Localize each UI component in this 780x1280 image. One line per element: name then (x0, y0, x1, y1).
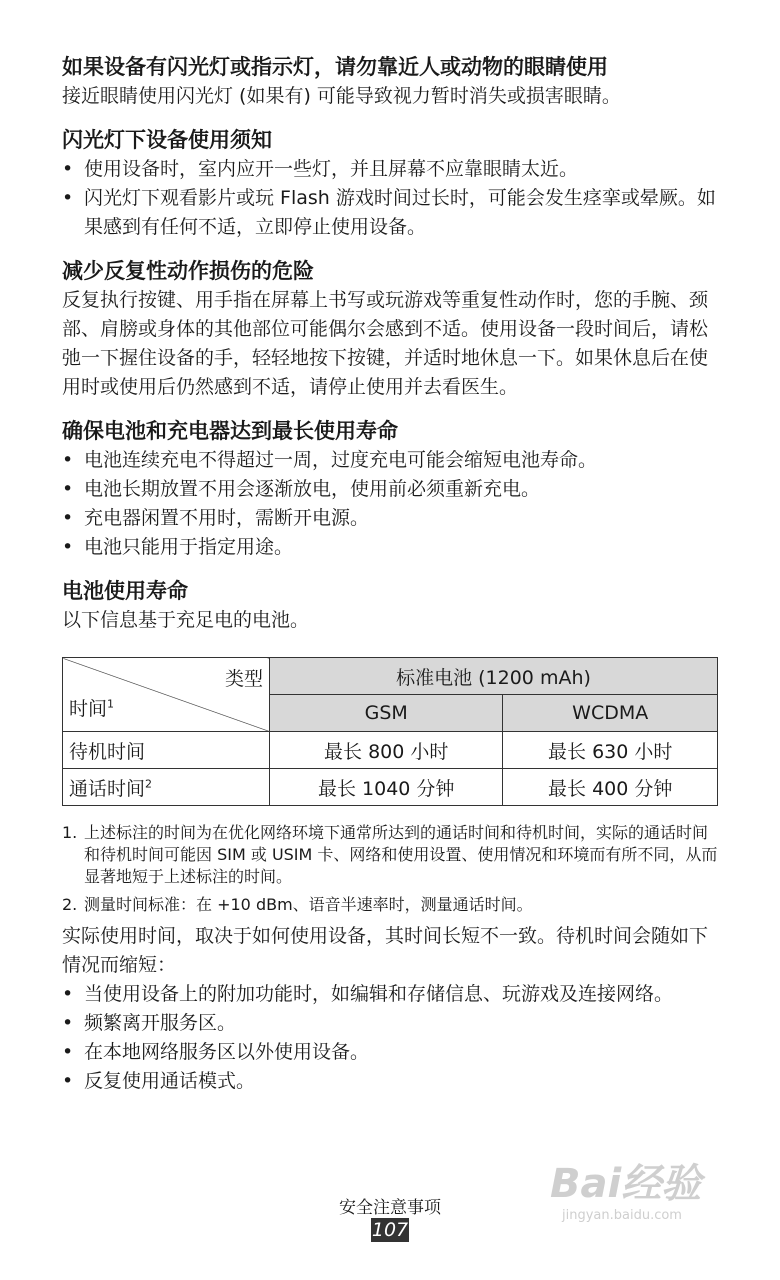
paragraph-repetitive-motion: 反复执行按键、用手指在屏幕上书写或玩游戏等重复性动作时，您的手腕、颈部、肩膀或身体的其他部位可能偶尔会感到不适。使用设备一段时间后，请松弛一下握住设备的手，轻轻地按下按键，并适时地休息一下。如果休息后在使用时或使用后仍然感到不适，请停止使用并去看医生。 (62, 289, 709, 398)
section-title-flash-usage: 闪光灯下设备使用须知 (62, 128, 272, 152)
footnotes (62, 822, 718, 916)
page-content (62, 52, 718, 1096)
time-label: 时间$^1$ (69, 697, 115, 720)
footnote: 2. 测量时间标准：在 +10 dBm、语音半速率时，测量通话时间。 (62, 895, 533, 914)
list-item: • 电池长期放置不用会逐渐放电，使用前必须重新充电。 (62, 475, 718, 504)
column-header-gsm: GSM (270, 695, 503, 732)
battery-header: 标准电池 (1200 mAh) (270, 658, 718, 695)
column-header-wcdma: WCDMA (503, 695, 718, 732)
table-row (63, 769, 718, 806)
bullet-list-battery (62, 446, 718, 562)
list-item: • 频繁离开服务区。 (62, 1009, 718, 1038)
footnote: 1. 上述标注的时间为在优化网络环境下通常所达到的通话时间和待机时间，实际的通话时间和待机时间可能因 SIM 或 USIM 卡、网络和使用设置、使用情况和环境而有所不同，从而显著地短于上述标注的时间。 (62, 823, 718, 886)
bullet-list-flash-usage (62, 155, 718, 242)
section-title-flash-eyes: 如果设备有闪光灯或指示灯，请勿靠近人或动物的眼睛使用 (62, 55, 608, 79)
table-row (63, 732, 718, 769)
list-item: • 充电器闲置不用时，需断开电源。 (62, 504, 718, 533)
page-number: 107 (371, 1219, 409, 1241)
cell-talk-wcdma: 最长 400 分钟 (503, 769, 718, 806)
list-item: • 当使用设备上的附加功能时，如编辑和存储信息、玩游戏及连接网络。 (62, 980, 718, 1009)
list-item: • 电池只能用于指定用途。 (62, 533, 718, 562)
bullet-list-reduced-standby (62, 980, 718, 1096)
section-title-repetitive-motion: 减少反复性动作损伤的危险 (62, 259, 314, 283)
paragraph-actual-usage: 实际使用时间，取决于如何使用设备，其时间长短不一致。待机时间会随如下情况而缩短： (62, 925, 709, 976)
paragraph-battery-duration: 以下信息基于充足电的电池。 (62, 609, 310, 631)
section-title-battery-life: 确保电池和充电器达到最长使用寿命 (62, 419, 398, 443)
watermark-brand: Bai经验 (550, 1161, 702, 1207)
watermark-url: jingyan.baidu.com (562, 1208, 682, 1223)
section-title-battery-duration: 电池使用寿命 (62, 579, 188, 603)
table-corner-header (63, 658, 270, 732)
type-label: 类型 (224, 668, 263, 690)
list-item: • 闪光灯下观看影片或玩 Flash 游戏时间过长时，可能会发生痉挛或晕厥。如果感到有任何不适，立即停止使用设备。 (62, 184, 718, 242)
paragraph-flash-eyes: 接近眼睛使用闪光灯 (如果有) 可能导致视力暂时消失或损害眼睛。 (62, 85, 621, 107)
cell-standby-wcdma: 最长 630 小时 (503, 732, 718, 769)
battery-life-table (62, 657, 718, 806)
list-item: • 反复使用通话模式。 (62, 1067, 718, 1096)
list-item: • 使用设备时，室内应开一些灯，并且屏幕不应靠眼睛太近。 (62, 155, 718, 184)
row-label-standby: 待机时间 (63, 732, 270, 769)
footer-section-title: 安全注意事项 (339, 1198, 441, 1218)
list-item: • 电池连续充电不得超过一周，过度充电可能会缩短电池寿命。 (62, 446, 718, 475)
row-label-talk: 通话时间$^2$ (63, 769, 270, 806)
cell-talk-gsm: 最长 1040 分钟 (270, 769, 503, 806)
cell-standby-gsm: 最长 800 小时 (270, 732, 503, 769)
list-item: • 在本地网络服务区以外使用设备。 (62, 1038, 718, 1067)
